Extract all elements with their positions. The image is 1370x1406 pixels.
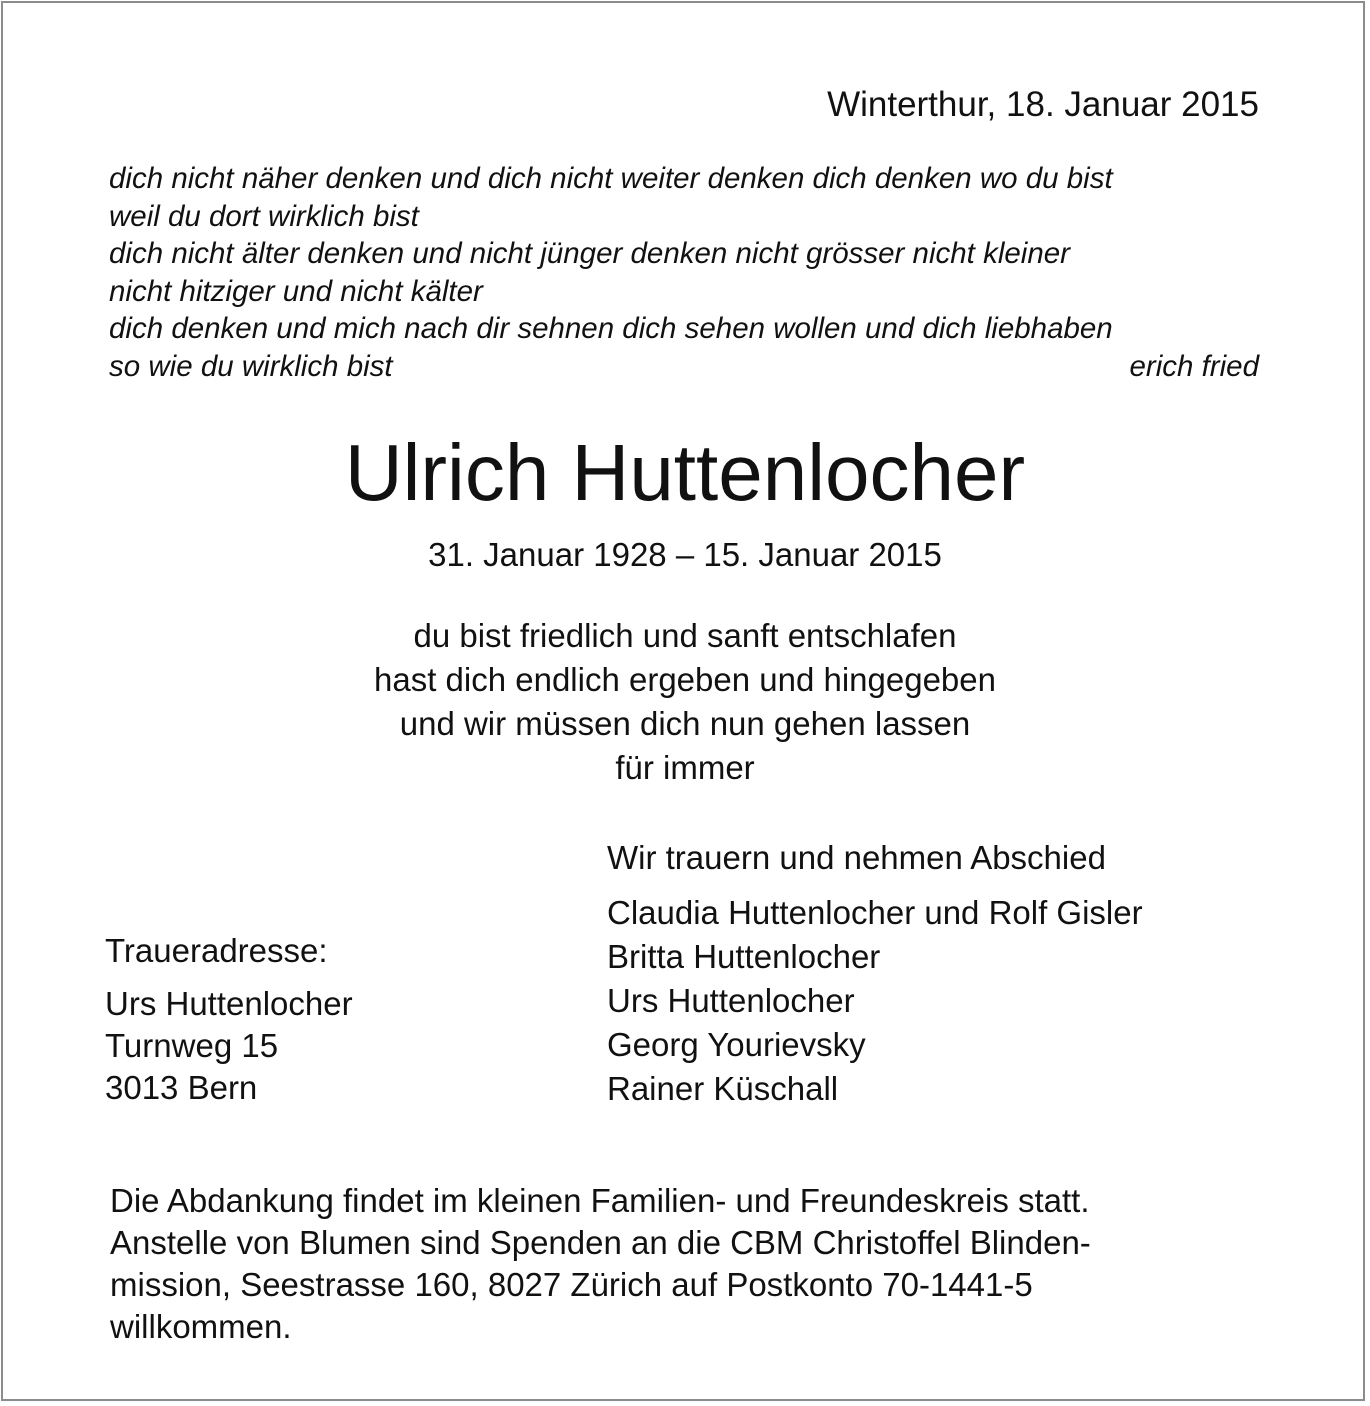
poem-author: erich fried: [1129, 349, 1259, 383]
poem-line: dich nicht näher denken und dich nicht weiter denken dich denken wo du bist: [109, 162, 1113, 195]
mourner-name: Rainer Küschall: [607, 1070, 839, 1107]
verse-line: für immer: [615, 749, 755, 786]
mourning-address-label: Traueradresse:: [105, 932, 328, 969]
notice-line: Anstelle von Blumen sind Spenden an die CBM Christoffel Blinden-: [110, 1224, 1091, 1261]
mourners-list: [607, 891, 1143, 1111]
mourner-name: Britta Huttenlocher: [607, 938, 881, 975]
notice-line: mission, Seestrasse 160, 8027 Zürich auf Postkonto 70-1441-5: [110, 1266, 1033, 1303]
mourner-name: Georg Yourievsky: [607, 1026, 866, 1063]
mourners-heading: Wir trauern und nehmen Abschied: [607, 839, 1106, 876]
mourning-address: [105, 983, 353, 1109]
mourner-name: Claudia Huttenlocher und Rolf Gisler: [607, 894, 1143, 931]
poem-quote: [109, 160, 1259, 385]
deceased-name: Ulrich Huttenlocher: [344, 428, 1026, 517]
poem-line: weil du dort wirklich bist: [109, 199, 419, 233]
notice-line: willkommen.: [110, 1308, 292, 1345]
life-dates: 31. Januar 1928 – 15. Januar 2015: [428, 536, 942, 573]
verse-line: hast dich endlich ergeben und hingegeben: [373, 661, 996, 698]
place-date: Winterthur, 18. Januar 2015: [827, 85, 1259, 124]
funeral-notice: [110, 1180, 1091, 1348]
verse-line: und wir müssen dich nun gehen lassen: [399, 705, 971, 742]
notice-line: Die Abdankung findet im kleinen Familien- und Freundeskreis statt.: [110, 1182, 1090, 1219]
mourner-name: Urs Huttenlocher: [607, 982, 855, 1019]
poem-line: nicht hitziger und nicht kälter: [109, 274, 483, 308]
address-line: Turnweg 15: [105, 1027, 279, 1064]
poem-last-row: [109, 348, 1259, 386]
memorial-verse: [0, 614, 1370, 790]
address-line: Urs Huttenlocher: [105, 985, 353, 1022]
address-line: 3013 Bern: [105, 1069, 258, 1106]
verse-line: du bist friedlich und sanft entschlafen: [413, 617, 957, 654]
poem-line: dich denken und mich nach dir sehnen dich sehen wollen und dich liebhaben: [109, 312, 1113, 345]
poem-line: dich nicht älter denken und nicht jünger denken nicht grösser nicht kleiner: [109, 237, 1070, 270]
poem-line: so wie du wirklich bist: [109, 349, 393, 383]
